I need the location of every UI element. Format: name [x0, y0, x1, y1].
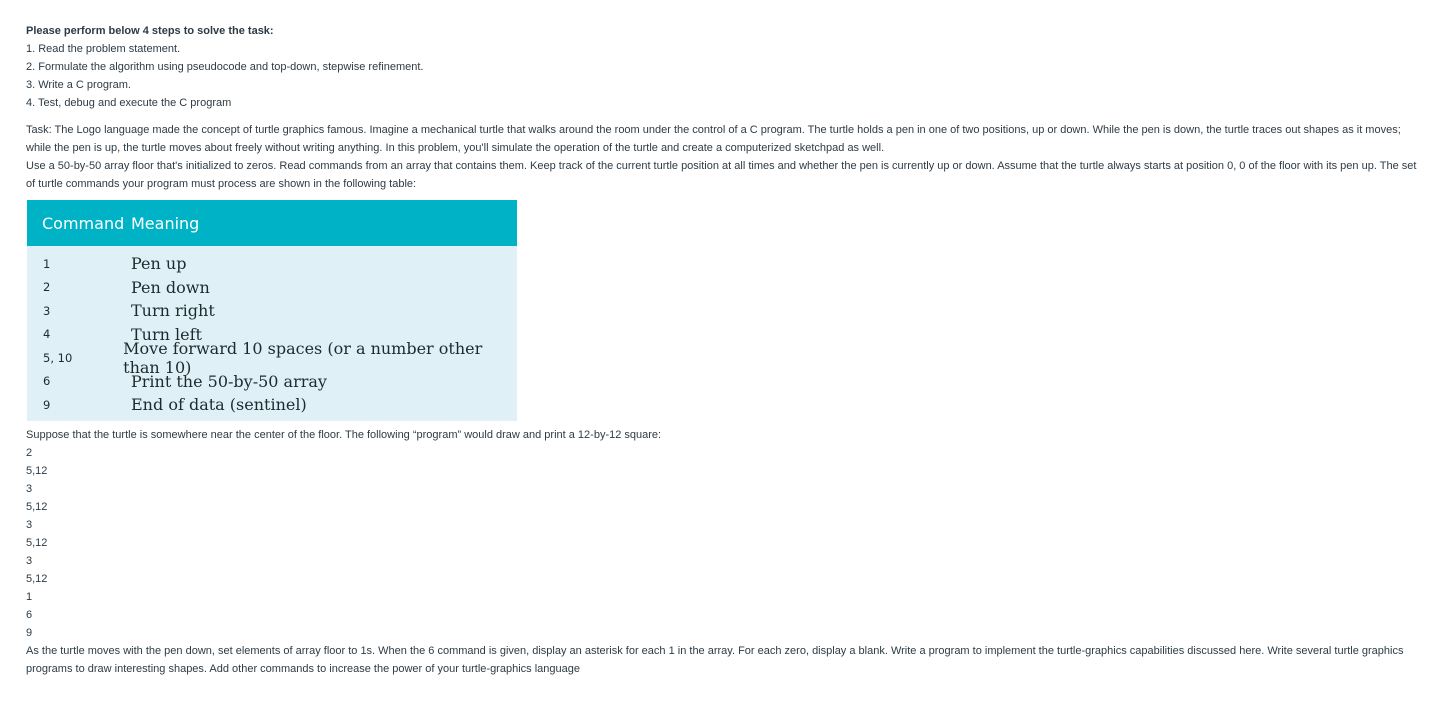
command-table [27, 200, 517, 421]
program-line: 3 [26, 554, 33, 567]
program-line: 3 [26, 482, 33, 495]
meaning-cell: Turn right [131, 301, 215, 321]
step-item: 2. Formulate the algorithm using pseudocode and top-down, stepwise refinement. [26, 61, 424, 73]
task-label: Task [26, 124, 49, 136]
program-line: 6 [26, 608, 33, 621]
command-cell: 2 [43, 280, 51, 295]
step-item: 4. Test, debug and execute the C program [26, 97, 232, 109]
command-table-body [27, 246, 517, 421]
header-command: Command [42, 213, 125, 233]
table-row [27, 299, 517, 323]
meaning-cell: Turn left [131, 324, 202, 344]
steps-heading: Please perform below 4 steps to solve the task: [26, 25, 274, 37]
meaning-cell: Pen down [131, 277, 210, 297]
task-paragraph [26, 121, 1421, 157]
program-line: 5,12 [26, 500, 48, 513]
example-section [26, 426, 1426, 642]
table-row [27, 276, 517, 300]
program-line: 5,12 [26, 536, 48, 549]
table-row [27, 252, 517, 276]
task-paragraph-2: Use a 50-by-50 array floor that's initialized to zeros. Read commands from an array that contains them. Keep track of the current turtle position at all times and whether the pen is currently up or down. Assume that the turtle always starts at position 0, 0 of the floor with its pen up. The set of turtle commands your program must process are shown in the following table: [26, 160, 1417, 190]
meaning-cell: Move forward 10 spaces (or a number other than 10) [123, 338, 483, 377]
program-line: 2 [26, 446, 33, 459]
command-cell: 5, 10 [43, 350, 73, 365]
command-cell: 9 [43, 397, 51, 412]
task-text: : The Logo language made the concept of turtle graphics famous. Imagine a mechanical turtle that walks around the room under the control of a C program. The turtle holds a pen in one of two positions, up or down. While the pen is down, the turtle traces out shapes as it moves; while the pen is up, the turtle moves about freely without writing anything. In this problem, you'll simulate the operation of the turtle and create a computerized sketchpad as well. [26, 124, 1401, 154]
meaning-cell: Pen up [131, 254, 187, 274]
table-row [27, 393, 517, 417]
header-meaning: Meaning [131, 213, 200, 233]
table-row [27, 338, 517, 377]
command-table-header [27, 200, 517, 246]
program-line: 5,12 [26, 572, 48, 585]
program-line: 5,12 [26, 464, 48, 477]
assignment-content [26, 22, 1426, 678]
meaning-cell: End of data (sentinel) [131, 395, 307, 415]
command-cell: 4 [43, 327, 51, 342]
meaning-cell: Print the 50-by-50 array [131, 371, 327, 391]
step-item: 3. Write a C program. [26, 79, 131, 91]
closing-paragraph: As the turtle moves with the pen down, set elements of array floor to 1s. When the 6 command is given, display an asterisk for each 1 in the array. For each zero, display a blank. Write a program to implement the turtle-graphics capabilities discussed here. Write several turtle graphics programs to draw interesting shapes. Add other commands to increase the power of your turtle-graphics language [26, 644, 1404, 675]
example-intro: Suppose that the turtle is somewhere near the center of the floor. The following “program” would draw and print a 12-by-12 square: [26, 428, 662, 441]
program-line: 3 [26, 518, 33, 531]
program-line: 1 [26, 590, 33, 603]
step-item: 1. Read the problem statement. [26, 43, 181, 55]
command-cell: 1 [43, 256, 51, 271]
command-cell: 3 [43, 303, 51, 318]
program-line: 9 [26, 626, 33, 639]
command-cell: 6 [43, 374, 51, 389]
